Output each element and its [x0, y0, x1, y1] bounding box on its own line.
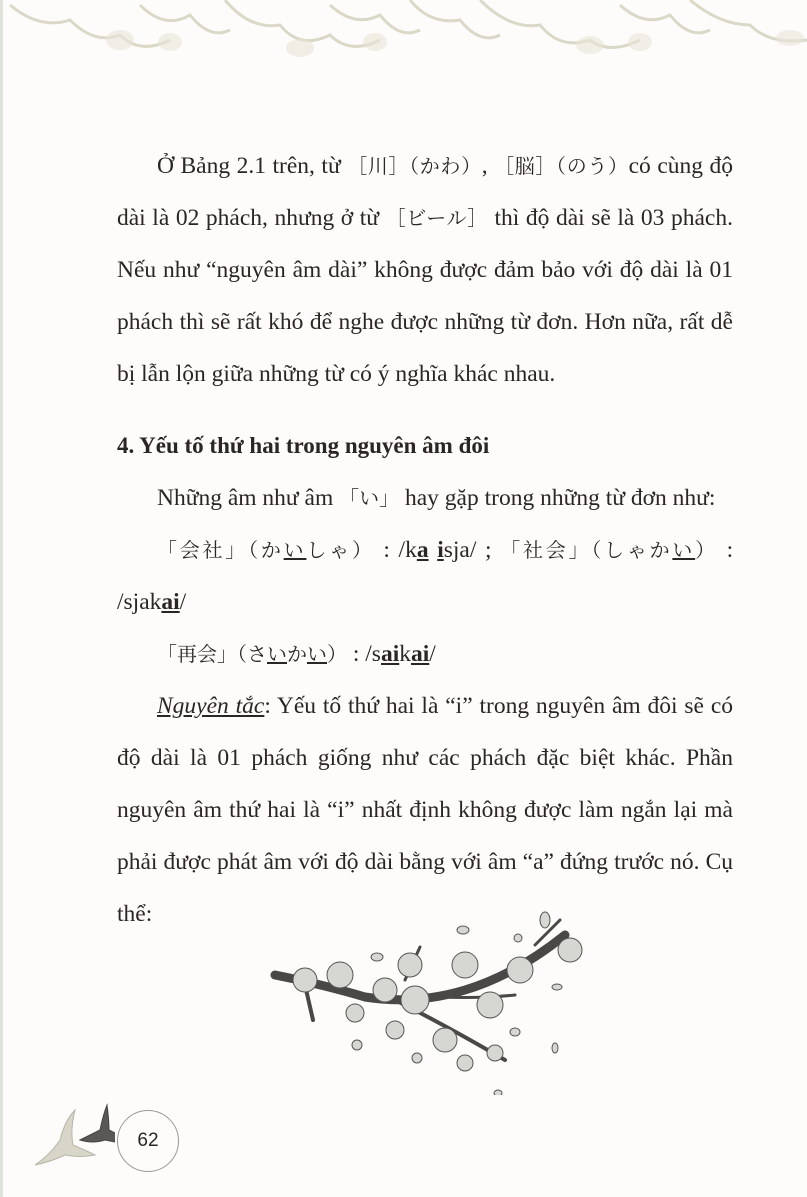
page-number-badge [117, 1110, 179, 1172]
jp-char-i: 「い」 [339, 486, 400, 510]
cloud-ornament-header [0, 0, 807, 60]
example-line-2: 「再会」（さいかい） : /saikai/ [157, 641, 436, 667]
section-heading: 4. Yếu tố thứ hai trong nguyên âm đôi [117, 433, 490, 458]
example-line-1: 「会社」（かいしゃ） : /ka isja/ ; 「社会」（しゃかい） : /sjakai/ [117, 537, 734, 615]
rule-label: Nguyên tắc [157, 693, 265, 719]
jp-word-biiru: ［ビール］ [385, 206, 488, 230]
paragraph-diphthong-intro: Những âm như âm 「い」 hay gặp trong những từ đơn như: [157, 485, 716, 511]
rule-paragraph: Nguyên tắc: Yếu tố thứ hai là “i” trong nguyên âm đôi sẽ có độ dài là 01 phách giống như các phách đặc biệt khác. Phần nguyên âm thứ hai là “i” nhất định không được làm ngắn lại mà phải được phát âm với độ dài bằng với âm “a” đứng trước nó. Cụ thể: [117, 693, 733, 927]
page-body [117, 140, 733, 940]
cranes-illustration [25, 1100, 115, 1180]
cherry-blossom-branch-illustration [265, 905, 585, 1095]
paragraph-syllable-length: Ở Bảng 2.1 trên, từ ［川］（かわ）, ［脳］（のう）có cùng độ dài là 02 phách, nhưng ở từ ［ビール］ thì độ dài sẽ là 03 phách. Nếu như “nguyên âm dài” không được đảm bảo với độ dài là 01 phách thì sẽ rất khó để nghe được những từ đơn. Hơn nữa, rất dễ bị lẫn lộn giữa những từ có ý nghĩa khác nhau. [117, 153, 734, 387]
jp-word-nou: ［脳］（のう） [494, 154, 629, 178]
jp-word-kawa: ［川］（かわ） [347, 154, 482, 178]
page-left-edge [0, 0, 3, 1197]
page-number: 62 [137, 1130, 159, 1151]
